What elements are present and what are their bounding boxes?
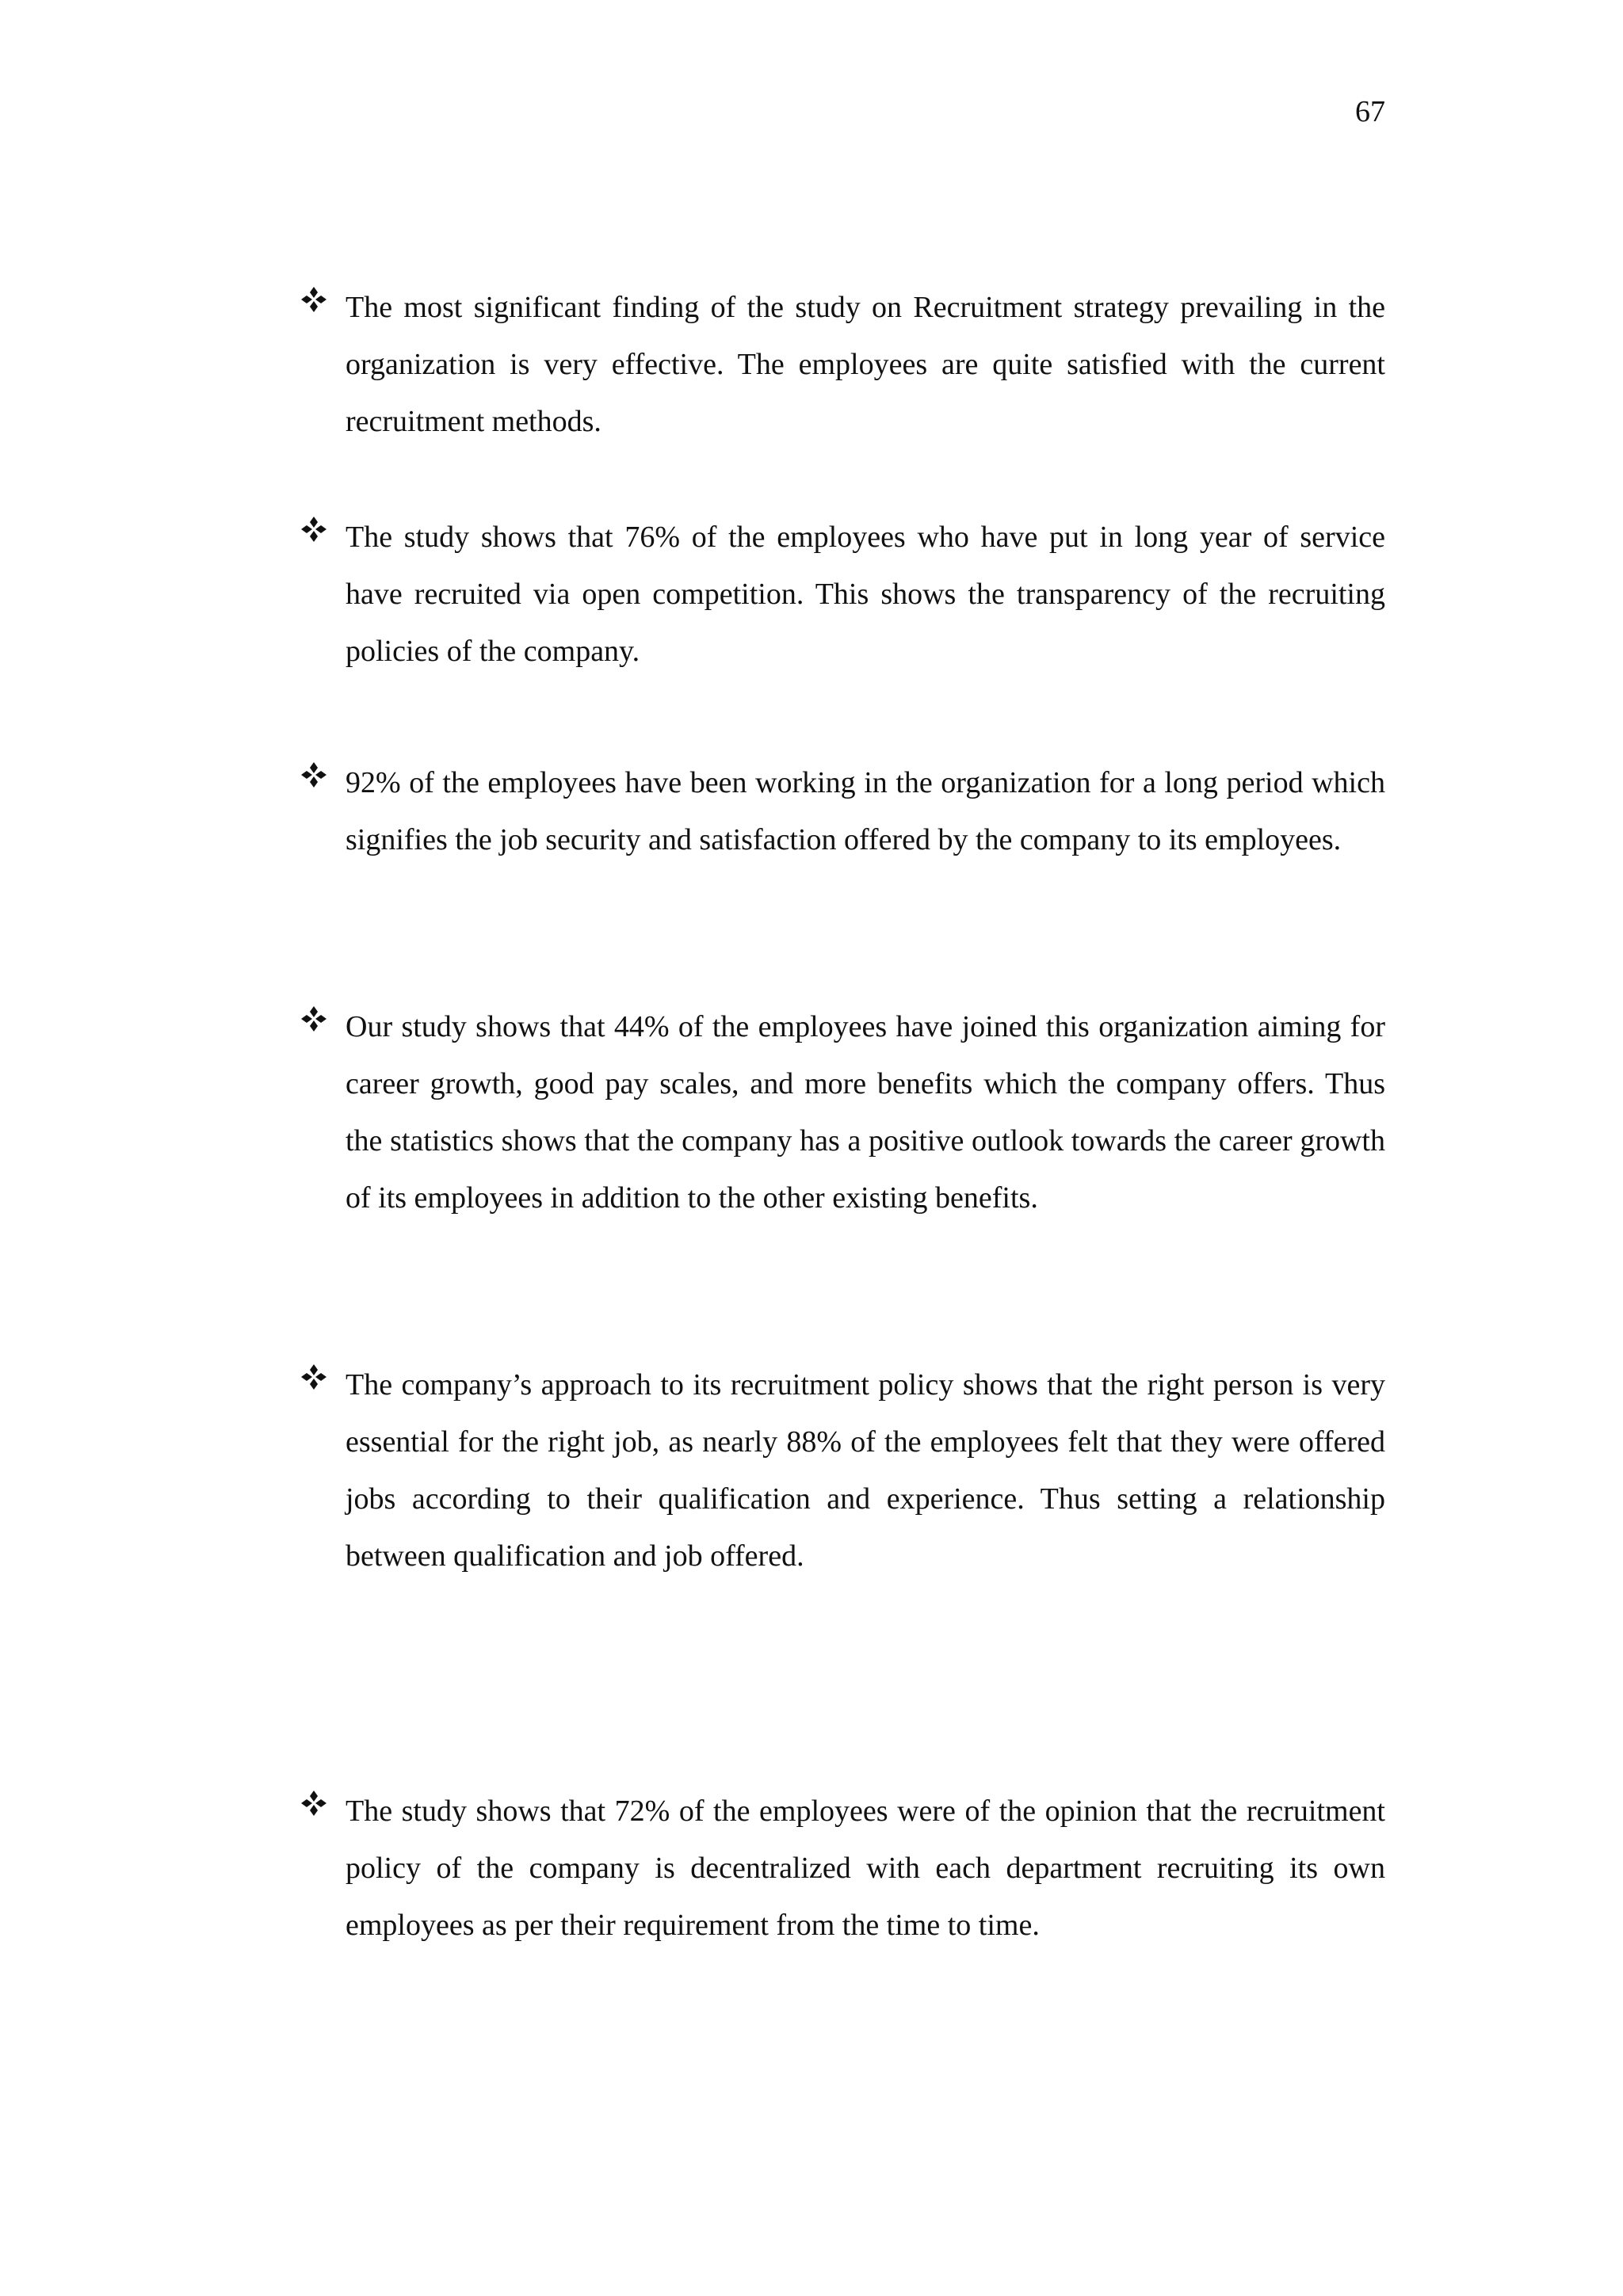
diamond-bullet-icon [300,1360,328,1407]
finding-text: The study shows that 76% of the employees who have put in long year of service have recruited via open competition. This shows the transparency of the recruiting policies of the company. [346,521,1385,668]
findings-list [300,0,1385,2296]
diamond-bullet-icon [300,757,328,805]
page-number: 67 [1355,95,1385,128]
finding-text: The company’s approach to its recruitment policy shows that the right person is very essential for the right job, as nearly 88% of the employees felt that they were offered jobs according to their qualification and experience. Thus setting a relationship between qualification and job offered. [346,1368,1385,1573]
finding-text: 92% of the employees have been working in the organization for a long period which signifies the job security and satisfaction offered by the company to its employees. [346,766,1385,856]
finding-item [300,1356,1385,1585]
diamond-bullet-icon [300,1786,328,1833]
finding-item [300,509,1385,680]
finding-text: Our study shows that 44% of the employees have joined this organization aiming for career growth, good pay scales, and more benefits which the company offers. Thus the statistics shows that the company has a positive outlook towards the career growth of its employees in addition to the other existing benefits. [346,1010,1385,1215]
finding-item [300,998,1385,1226]
finding-text: The study shows that 72% of the employees were of the opinion that the recruitment policy of the company is decentralized with each department recruiting its own employees as per their requirement from the time to time. [346,1794,1385,1942]
finding-item [300,754,1385,868]
finding-item [300,1783,1385,1954]
diamond-bullet-icon [300,512,328,559]
finding-item [300,279,1385,450]
diamond-bullet-icon [300,282,328,330]
diamond-bullet-icon [300,1001,328,1049]
finding-text: The most significant finding of the study on Recruitment strategy prevailing in the organization is very effective. The employees are quite satisfied with the current recruitment methods. [346,291,1385,438]
